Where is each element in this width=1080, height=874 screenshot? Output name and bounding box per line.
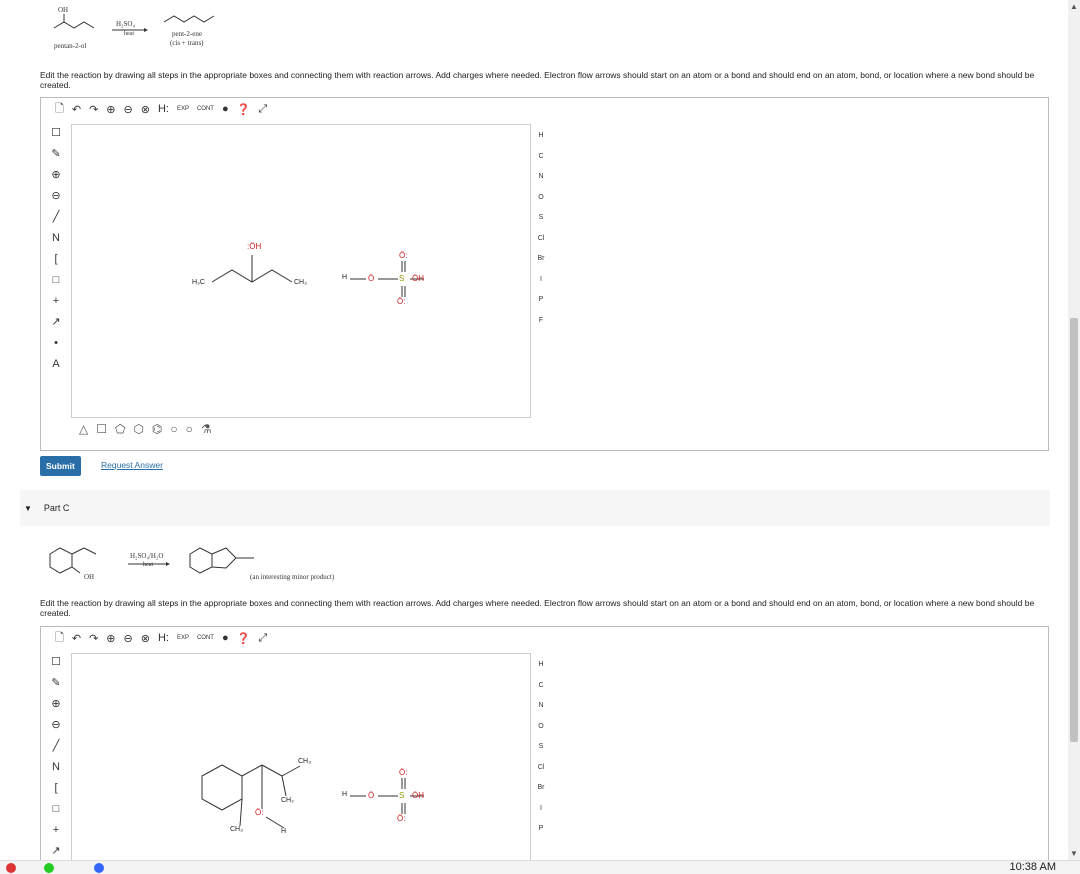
plus-charge-tool[interactable]: ⊕	[51, 698, 61, 710]
triangle-shape-icon[interactable]: △	[79, 422, 89, 436]
heptagon-shape-icon[interactable]: ○	[170, 422, 178, 436]
box-tool[interactable]: □	[52, 802, 60, 815]
element-p[interactable]: P	[538, 825, 544, 832]
editor-b-canvas[interactable]	[71, 124, 531, 418]
partb-instruction: Edit the reaction by drawing all steps in the appropriate boxes and connecting them with reaction arrows. Add charges where needed. Electron flow arrows should start on an atom or a bond and should end on an atom, bond, or location where a new bond should be created.	[40, 70, 1035, 90]
zoom-fit-icon[interactable]: ⊗	[140, 103, 150, 116]
partb-reagent: H₂SO₄	[116, 20, 135, 28]
canvas-b-h: H	[342, 274, 348, 281]
undo-icon[interactable]: ↶	[71, 103, 82, 116]
zoom-in-icon[interactable]: ⊕	[106, 103, 116, 116]
bond-tool[interactable]: ╱	[52, 740, 60, 752]
element-p[interactable]: P	[538, 296, 544, 303]
canvas-c-o-top: Ö:	[399, 768, 408, 777]
select-tool[interactable]: ☐	[51, 127, 61, 139]
reaction-arrow-tool[interactable]: +	[52, 294, 60, 307]
atom-label-tool[interactable]: A	[52, 357, 60, 370]
pentagon-shape-icon[interactable]: ⬠	[115, 422, 126, 436]
scrollbar-thumb[interactable]	[1070, 318, 1078, 742]
canvas-c-ch2: CH₂	[281, 797, 294, 804]
editor-b-left-tools	[41, 122, 71, 374]
bracket-tool[interactable]: [	[54, 781, 58, 794]
element-c[interactable]: C	[538, 681, 544, 689]
partc-product-note: (an interesting minor product)	[250, 573, 335, 581]
request-answer-link[interactable]: Request Answer	[101, 460, 163, 470]
partc-reagent: H₂SO₄/H₂O	[130, 552, 164, 560]
electron-arrow-tool[interactable]: ↗	[51, 845, 61, 857]
editor-c-elements	[531, 661, 551, 846]
canvas-b-h3c: H₃C	[192, 279, 205, 286]
plus-charge-tool[interactable]: ⊕	[51, 169, 61, 181]
element-s[interactable]: S	[538, 214, 544, 221]
partb-reactant-oh: OH	[58, 6, 69, 14]
editor-b-molecules	[72, 125, 530, 417]
taskbar-app-icon[interactable]	[44, 863, 54, 873]
info-icon[interactable]: ●	[221, 632, 229, 644]
scroll-up-icon[interactable]: ▲	[1070, 2, 1078, 11]
contract-button[interactable]: CONT	[196, 106, 214, 112]
part-c-title: Part C	[43, 503, 70, 513]
hexagon-shape-icon[interactable]: ⬡	[133, 422, 144, 436]
scroll-down-icon[interactable]: ▼	[1070, 849, 1078, 858]
redo-icon[interactable]: ↷	[89, 103, 99, 116]
info-icon[interactable]: ●	[221, 103, 229, 115]
canvas-b-o-top: Ö:	[399, 251, 408, 260]
clock: 10:38 AM	[1009, 861, 1056, 873]
expand-button[interactable]: EXP	[176, 106, 189, 112]
fullscreen-icon[interactable]: ⤢	[258, 102, 268, 115]
zoom-out-icon[interactable]: ⊖	[123, 103, 133, 116]
canvas-c-oh: ÖH	[412, 791, 424, 800]
canvas-c-o-bot: Ö:	[397, 814, 406, 823]
chain-tool[interactable]: N	[52, 231, 60, 244]
canvas-c-s: S	[399, 791, 405, 800]
canvas-b-s: S	[399, 274, 405, 283]
bracket-tool[interactable]: [	[54, 252, 58, 265]
element-n[interactable]: N	[538, 702, 544, 709]
partc-condition: heat	[143, 562, 153, 568]
partc-instruction: Edit the reaction by drawing all steps in the appropriate boxes and connecting them with reaction arrows. Add charges where needed. Electron flow arrows should start on an atom or a bond and should end on an atom, bond, or location where a new bond should be created.	[40, 598, 1035, 618]
partb-product-sub: (cis + trans)	[170, 39, 204, 47]
fullscreen-icon[interactable]: ⤢	[258, 631, 268, 644]
help-icon[interactable]: ❓	[236, 103, 251, 116]
submit-button[interactable]: Submit	[40, 456, 81, 476]
help-icon[interactable]: ❓	[236, 632, 251, 645]
canvas-c-ch3-top: CH₃	[298, 758, 311, 765]
taskbar	[0, 860, 1080, 874]
square-shape-icon[interactable]: ☐	[96, 422, 107, 436]
editor-c-left-tools	[41, 651, 71, 861]
taskbar-app-icon[interactable]	[6, 863, 16, 873]
element-f[interactable]: F	[538, 316, 544, 324]
benzene-shape-icon[interactable]: ⌬	[151, 422, 163, 436]
eraser-tool[interactable]: ✎	[51, 148, 61, 160]
new-doc-icon[interactable]: 🗋	[55, 102, 64, 115]
box-tool[interactable]: □	[52, 273, 60, 286]
partb-product-label: pent-2-ene	[172, 30, 202, 38]
element-c[interactable]: C	[538, 152, 544, 160]
element-i[interactable]: I	[540, 275, 542, 283]
editor-b[interactable]	[40, 97, 1049, 451]
canvas-b-o: Ö	[368, 274, 375, 283]
undo-icon[interactable]: ↶	[71, 632, 82, 645]
element-n[interactable]: N	[538, 173, 544, 180]
new-doc-icon[interactable]: 🗋	[55, 631, 64, 644]
expand-button[interactable]: EXP	[176, 635, 189, 641]
partb-reactant-label: pentan-2-ol	[54, 42, 87, 50]
select-tool[interactable]: ☐	[51, 656, 61, 668]
element-br[interactable]: Br	[537, 255, 545, 262]
canvas-b-o-bot: Ö:	[397, 297, 406, 306]
element-s[interactable]: S	[538, 743, 544, 750]
reaction-arrow-tool[interactable]: +	[52, 823, 60, 836]
eraser-tool[interactable]: ✎	[51, 677, 61, 689]
canvas-b-oh2: ÖH	[412, 274, 424, 283]
h-label-button[interactable]: H:	[157, 632, 169, 644]
partc-reactant-oh: OH	[84, 573, 95, 581]
editor-b-toolbar	[41, 98, 267, 120]
element-h[interactable]: H	[538, 132, 544, 139]
part-c-caret-icon: ▼	[24, 503, 32, 513]
taskbar-app-icon[interactable]	[94, 863, 104, 873]
minus-charge-tool[interactable]: ⊖	[51, 719, 61, 731]
zoom-in-icon[interactable]: ⊕	[106, 632, 116, 645]
editor-c-canvas[interactable]	[71, 653, 531, 868]
element-o[interactable]: O	[538, 722, 544, 730]
partb-condition: heat	[124, 31, 134, 37]
editor-b-shapes	[79, 422, 212, 436]
canvas-c-o: Ö:	[255, 808, 264, 817]
part-c-header[interactable]	[20, 490, 1050, 526]
element-cl[interactable]: Cl	[537, 763, 545, 771]
contract-button[interactable]: CONT	[196, 635, 214, 641]
octagon-shape-icon[interactable]: ○	[185, 422, 193, 436]
page-scrollbar[interactable]	[1068, 0, 1080, 860]
element-i[interactable]: I	[540, 804, 542, 812]
minus-charge-tool[interactable]: ⊖	[51, 190, 61, 202]
canvas-c-ch3-bot: CH₃	[230, 826, 243, 833]
element-o[interactable]: O	[538, 193, 544, 201]
canvas-b-oh: :ÖH	[247, 242, 262, 251]
redo-icon[interactable]: ↷	[89, 632, 99, 645]
template-shape-icon[interactable]: ⚗	[200, 422, 212, 436]
element-h[interactable]: H	[538, 661, 544, 668]
canvas-b-ch3: CH₃	[294, 279, 307, 286]
element-cl[interactable]: Cl	[537, 234, 545, 242]
editor-c[interactable]	[40, 626, 1049, 867]
chain-tool[interactable]: N	[52, 760, 60, 773]
editor-c-toolbar	[41, 627, 267, 649]
electron-arrow-tool[interactable]: ↗	[51, 316, 61, 328]
element-br[interactable]: Br	[537, 784, 545, 791]
radical-tool[interactable]: •	[54, 336, 58, 349]
h-label-button[interactable]: H:	[157, 103, 169, 115]
zoom-fit-icon[interactable]: ⊗	[140, 632, 150, 645]
canvas-c-h: H	[342, 791, 348, 798]
canvas-c-o-acid: Ö	[368, 791, 375, 800]
bond-tool[interactable]: ╱	[52, 211, 60, 223]
canvas-c-h-o: H	[281, 828, 287, 835]
zoom-out-icon[interactable]: ⊖	[123, 632, 133, 645]
editor-b-elements	[531, 132, 551, 337]
